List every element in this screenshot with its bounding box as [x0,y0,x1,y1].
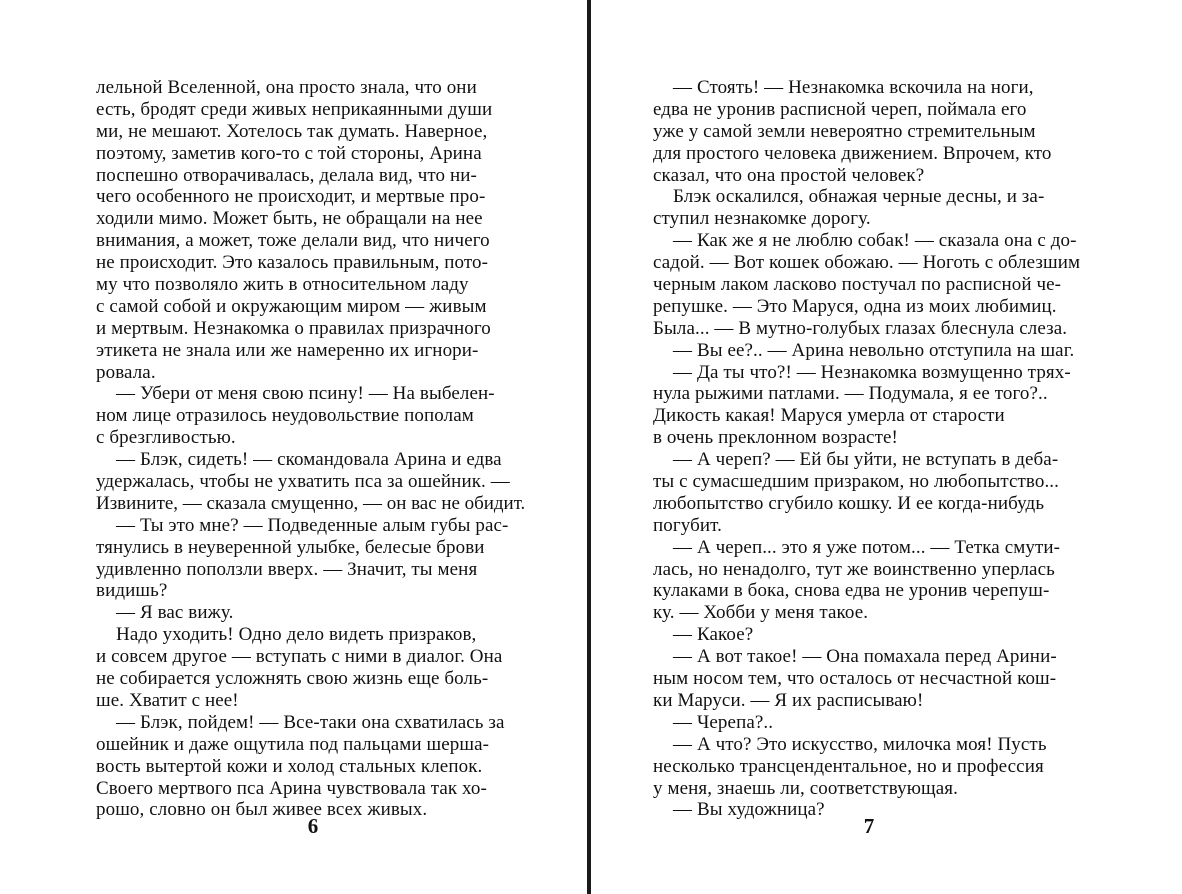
text-line: внимания, а может, тоже делали вид, что ничего [96,230,490,252]
text-line: для простого человека движением. Впрочем, кто [653,142,1052,164]
text-line: ты с сумасшедшим призраком, но любопытство... [653,471,1060,493]
text-line: — А череп... это я уже потом... — Тетка смути- [673,536,1061,558]
text-line: не собирается усложнять свою жизнь еще боль- [96,668,489,690]
text-line: садой. — Вот кошек обожаю. — Ноготь с облезшим [653,252,1081,274]
text-line: Блэк оскалился, обнажая черные десны, и за- [673,186,1045,208]
left-page-number: 6 [307,814,319,838]
text-line: Дикость какая! Маруся умерла от старости [653,405,1005,427]
text-line: едва не уронив расписной череп, поймала его [653,98,1027,120]
text-line: му что позволяло жить в относительном ладу [96,274,469,296]
left-page [0,0,589,894]
text-line: — Убери от меня свою псину! — На выбелен- [116,383,495,405]
text-line: рошо, словно он был живее всех живых. [96,799,428,821]
text-line: удержалась, чтобы не ухватить пса за ошейник. — [96,471,510,493]
text-line: ше. Хватит с нее! [96,689,239,711]
text-line: Была... — В мутно-голубых глазах блеснула слеза. [653,317,1068,339]
text-line: — Черепа?.. [673,711,774,733]
text-line: вость вытертой кожи и холод стальных клепок. [96,755,483,777]
text-line: — Ты это мне? — Подведенные алым губы рас- [116,514,509,536]
right-page-number: 7 [863,814,875,838]
text-line: кулаками в бока, снова едва не уронив черепуш- [653,580,1050,602]
text-line: с брезгливостью. [96,427,236,449]
text-line: — Как же я не люблю собак! — сказала она с до- [673,230,1077,252]
text-line: лельной Вселенной, она просто знала, что они [96,77,477,98]
text-line: чего особенного не происходит, и мертвые про- [96,186,486,208]
text-line: — Стоять! — Незнакомка вскочила на ноги, [673,77,1034,98]
right-page [591,0,1182,894]
text-line: у меня, знаешь ли, соответствующая. [653,777,958,799]
text-line: ном лице отразилось неудовольствие пополам [96,405,474,427]
text-line: не происходит. Это казалось правильным, пото- [96,252,489,274]
text-line: ку. — Хобби у меня такое. [653,602,869,624]
text-line: нула рыжими патлами. — Подумала, я ее того?.. [653,383,1048,405]
text-line: Надо уходить! Одно дело видеть призраков, [116,624,477,646]
text-line: ошейник и даже ощутила под пальцами шерша- [96,733,490,755]
text-line: Своего мертвого пса Арина чувствовала так хо- [96,777,487,799]
text-line: — А череп? — Ей бы уйти, не вступать в деба- [673,449,1059,471]
text-line: — Я вас вижу. [116,602,234,624]
text-line: — Вы ее?.. — Арина невольно отступила на шаг. [673,339,1075,361]
text-line: видишь? [96,580,168,602]
text-line: черным лаком ласково постучал по расписной че- [653,274,1062,296]
text-line: — Какое? [673,624,754,646]
text-line: поэтому, заметив кого-то с той стороны, Арина [96,142,482,164]
text-line: репушке. — Это Маруся, одна из моих любимиц. [653,295,1057,317]
text-line: ровала. [96,361,156,383]
text-line: несколько трансцендентальное, но и профессия [653,755,1044,777]
text-line: в очень преклонном возрасте! [653,427,898,449]
text-line: — Блэк, пойдем! — Все-таки она схватилась за [116,711,505,733]
text-line: — Да ты что?! — Незнакомка возмущенно трях- [673,361,1071,383]
text-line: — Блэк, сидеть! — скомандовала Арина и едва [116,449,502,471]
left-page-text [96,77,530,821]
text-line: и мертвым. Незнакомка о правилах призрачного [96,317,491,339]
text-line: с самой собой и окружающим миром — живым [96,295,487,317]
text-line: лась, но ненадолго, тут же воинственно уперлась [653,558,1055,580]
text-line: и совсем другое — вступать с ними в диалог. Она [96,646,503,668]
text-line: поспешно отворачивалась, делала вид, что ни- [96,164,477,186]
text-line: ступил незнакомке дорогу. [653,208,871,230]
text-line: сказал, что она простой человек? [653,164,925,186]
text-line: — А вот такое! — Она помахала перед Арини- [673,646,1057,668]
text-line: погубит. [653,514,722,536]
text-line: любопытство сгубило кошку. И ее когда-нибудь [653,492,1045,514]
text-line: уже у самой земли невероятно стремительным [653,120,1036,142]
text-line: — Вы художница? [673,799,825,821]
text-line: Извините, — сказала смущенно, — он вас не обидит. [96,492,526,514]
text-line: тянулись в неуверенной улыбке, белесые брови [96,536,485,558]
text-line: ки Маруси. — Я их расписываю! [653,689,924,711]
text-line: ходили мимо. Может быть, не обращали на нее [96,208,483,230]
text-line: этикета не знала или же намеренно их игнори- [96,339,479,361]
text-line: ми, не мешают. Хотелось так думать. Наверное, [96,120,488,142]
text-line: удивленно поползли вверх. — Значит, ты меня [96,558,478,580]
text-line: есть, бродят среди живых неприкаянными души [96,98,493,120]
text-line: ным носом тем, что осталось от несчастной кош- [653,668,1057,690]
text-line: — А что? Это искусство, милочка моя! Пусть [673,733,1047,755]
right-page-text [653,77,1087,821]
